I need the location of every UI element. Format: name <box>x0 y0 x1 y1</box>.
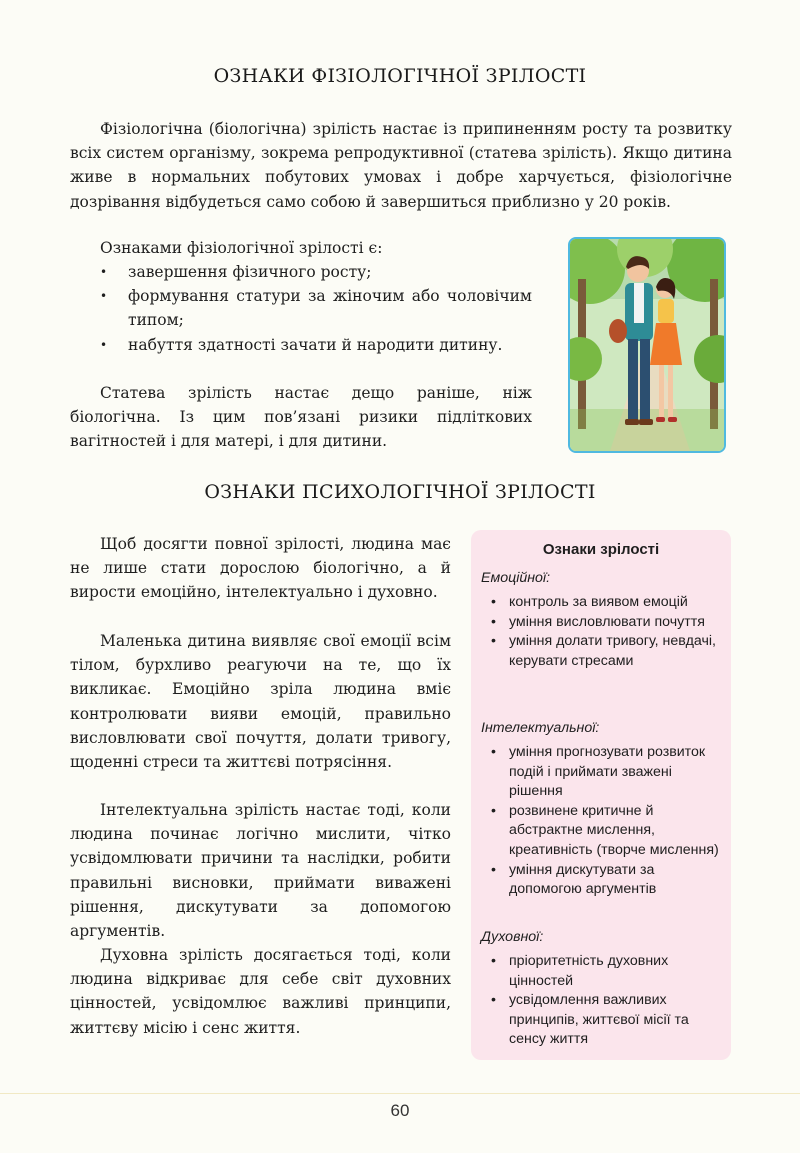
list-item: • уміння дискутувати за допомогою аргументів <box>481 861 726 900</box>
list-item: • уміння долати тривогу, невдачі, керувати стресами <box>481 632 726 671</box>
list-item: • формування статури за жіночим або чоловічим типом; <box>70 284 532 332</box>
spiritual-list <box>481 952 726 1050</box>
maturity-signs-box <box>471 530 731 1060</box>
psych-paragraph-2: Маленька дитина виявляє свої емоції всім тілом, бурхливо реагуючи на те, що їх викликає. Емоційно зріла людина вміє контролювати вияви емоцій, правильно висловлювати свої почуття, долати тривогу, щоденні стреси та життєві потрясіння. <box>70 632 451 772</box>
footer-divider <box>0 1093 800 1094</box>
intellectual-list <box>481 743 726 900</box>
page-number: 60 <box>390 1101 410 1120</box>
list-item: • уміння висловлювати почуття <box>481 613 726 633</box>
box-label-intellectual: Інтелектуальної: <box>481 720 600 736</box>
list-item: • пріоритетність духовних цінностей <box>481 952 726 991</box>
list-item: • уміння прогнозувати розвиток подій і приймати зважені рішення <box>481 743 726 802</box>
physiological-signs-list <box>70 260 532 357</box>
psych-paragraph-3: Інтелектуальна зрілість настає тоді, коли людина починає логічно мислити, чітко усвідомлювати причини та наслідки, робити правильні висновки, приймати виважені рішення, дискутувати за допомогою аргументів. <box>70 801 451 941</box>
couple-in-park-image <box>570 239 724 451</box>
emotional-list <box>481 593 726 671</box>
psych-paragraph-4: Духовна зрілість досягається тоді, коли людина відкриває для себе світ духовних цінностей, усвідомлює важливі принципи, життєву місію і сенс життя. <box>70 946 451 1037</box>
psych-paragraph-1: Щоб досягти повної зрілості, людина має не лише стати дорослою біологічно, а й вирости емоційно, інтелектуально і духовно. <box>70 535 451 602</box>
physiological-closing: Статева зрілість настає дещо раніше, ніж біологічна. Із цим пов’язані ризики підліткових вагітностей і для матері, і для дитини. <box>70 384 532 451</box>
physiological-intro: Фізіологічна (біологічна) зрілість настає із припиненням росту та розвитку всіх систем організму, зокрема репродуктивної (статева зрілість). Якщо дитина живе в нормальних побутових умовах і добре харчується, фізіологічне дозрівання відбудеться само собою й завершиться приблизно у 20 років. <box>70 120 732 211</box>
list-item: • контроль за виявом емоцій <box>481 593 726 613</box>
couple-illustration <box>568 237 726 453</box>
box-title: Ознаки зрілості <box>542 541 660 558</box>
signs-lead: Ознаками фізіологічної зрілості є: <box>100 239 383 257</box>
box-label-emotional: Емоційної: <box>481 570 551 586</box>
section-title-psychological: ОЗНАКИ ПСИХОЛОГІЧНОЇ ЗРІЛОСТІ <box>204 481 596 503</box>
list-item: • розвинене критичне й абстрактне мислення, креативність (творче мислення) <box>481 802 726 861</box>
list-item: • завершення фізичного росту; <box>70 260 532 284</box>
section-title-physiological: ОЗНАКИ ФІЗІОЛОГІЧНОЇ ЗРІЛОСТІ <box>213 65 587 87</box>
list-item: • усвідомлення важливих принципів, життєвої місії та сенсу життя <box>481 991 726 1050</box>
list-item: • набуття здатності зачати й народити дитину. <box>70 333 532 357</box>
box-label-spiritual: Духовної: <box>481 929 544 945</box>
